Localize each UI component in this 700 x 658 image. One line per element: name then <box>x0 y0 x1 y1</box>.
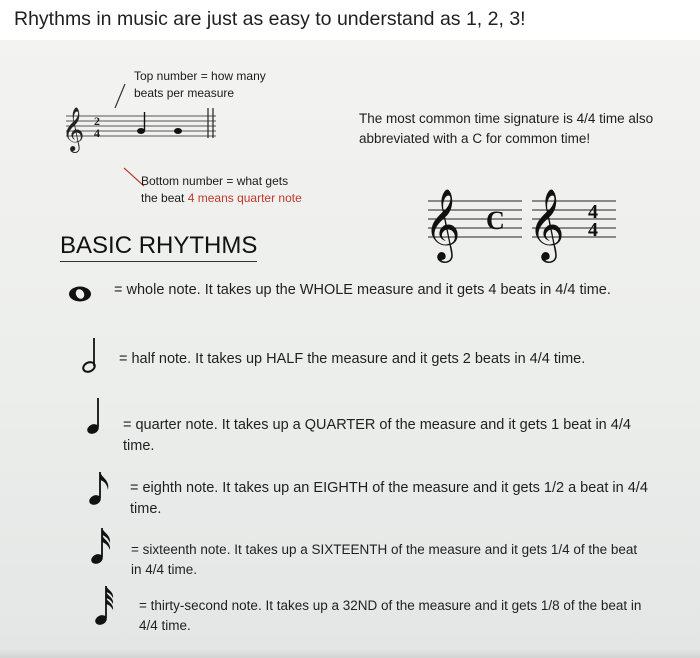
svg-text:4: 4 <box>588 219 598 241</box>
thirty-second-note-icon <box>90 584 118 630</box>
common-time-staves <box>424 185 624 260</box>
quarter-note-icon <box>84 396 108 438</box>
svg-text:C: C <box>486 206 505 235</box>
svg-text:𝄞: 𝄞 <box>424 187 461 260</box>
section-heading: BASIC RHYTHMS <box>60 232 257 262</box>
half-note-definition: = half note. It takes up HALF the measure and it gets 2 beats in 4/4 time. <box>119 351 586 367</box>
eighth-note-definition: = eighth note. It takes up an EIGHTH of the measure and it gets 1/2 a beat in 4/4 time. <box>130 480 648 517</box>
whole-note-definition: = whole note. It takes up the WHOLE measure and it gets 4 beats in 4/4 time. <box>114 282 611 298</box>
eighth-note-icon <box>86 470 114 508</box>
common-time-note: The most common time signature is 4/4 time also abbreviated with a C for common time! <box>359 111 654 146</box>
page-title: Rhythms in music are just as easy to understand as 1, 2, 3! <box>14 8 526 30</box>
bottom-number-annotation: Bottom number = what gets the beat 4 means quarter note <box>141 174 302 205</box>
svg-text:4: 4 <box>588 201 598 223</box>
time-signature-staff <box>58 98 228 158</box>
svg-text:4: 4 <box>94 126 100 140</box>
whole-note-icon <box>66 284 96 304</box>
svg-text:𝄞: 𝄞 <box>62 107 85 151</box>
sixteenth-note-definition: = sixteenth note. It takes up a SIXTEENTH of the measure and it gets 1/4 of the beat in 4/4 time. <box>131 542 638 577</box>
sixteenth-note-icon <box>87 526 115 568</box>
top-number-annotation: Top number = how many beats per measure <box>134 69 266 100</box>
worksheet-photo <box>0 40 700 658</box>
svg-text:2: 2 <box>94 114 100 128</box>
quarter-note-definition: = quarter note. It takes up a QUARTER of the measure and it gets 1 beat in 4/4 time. <box>123 417 631 454</box>
svg-text:𝄞: 𝄞 <box>528 187 565 260</box>
half-note-icon <box>80 336 104 376</box>
thirty-second-note-definition: = thirty-second note. It takes up a 32ND of the measure and it gets 1/8 of the beat in 4/4 time. <box>139 598 642 633</box>
